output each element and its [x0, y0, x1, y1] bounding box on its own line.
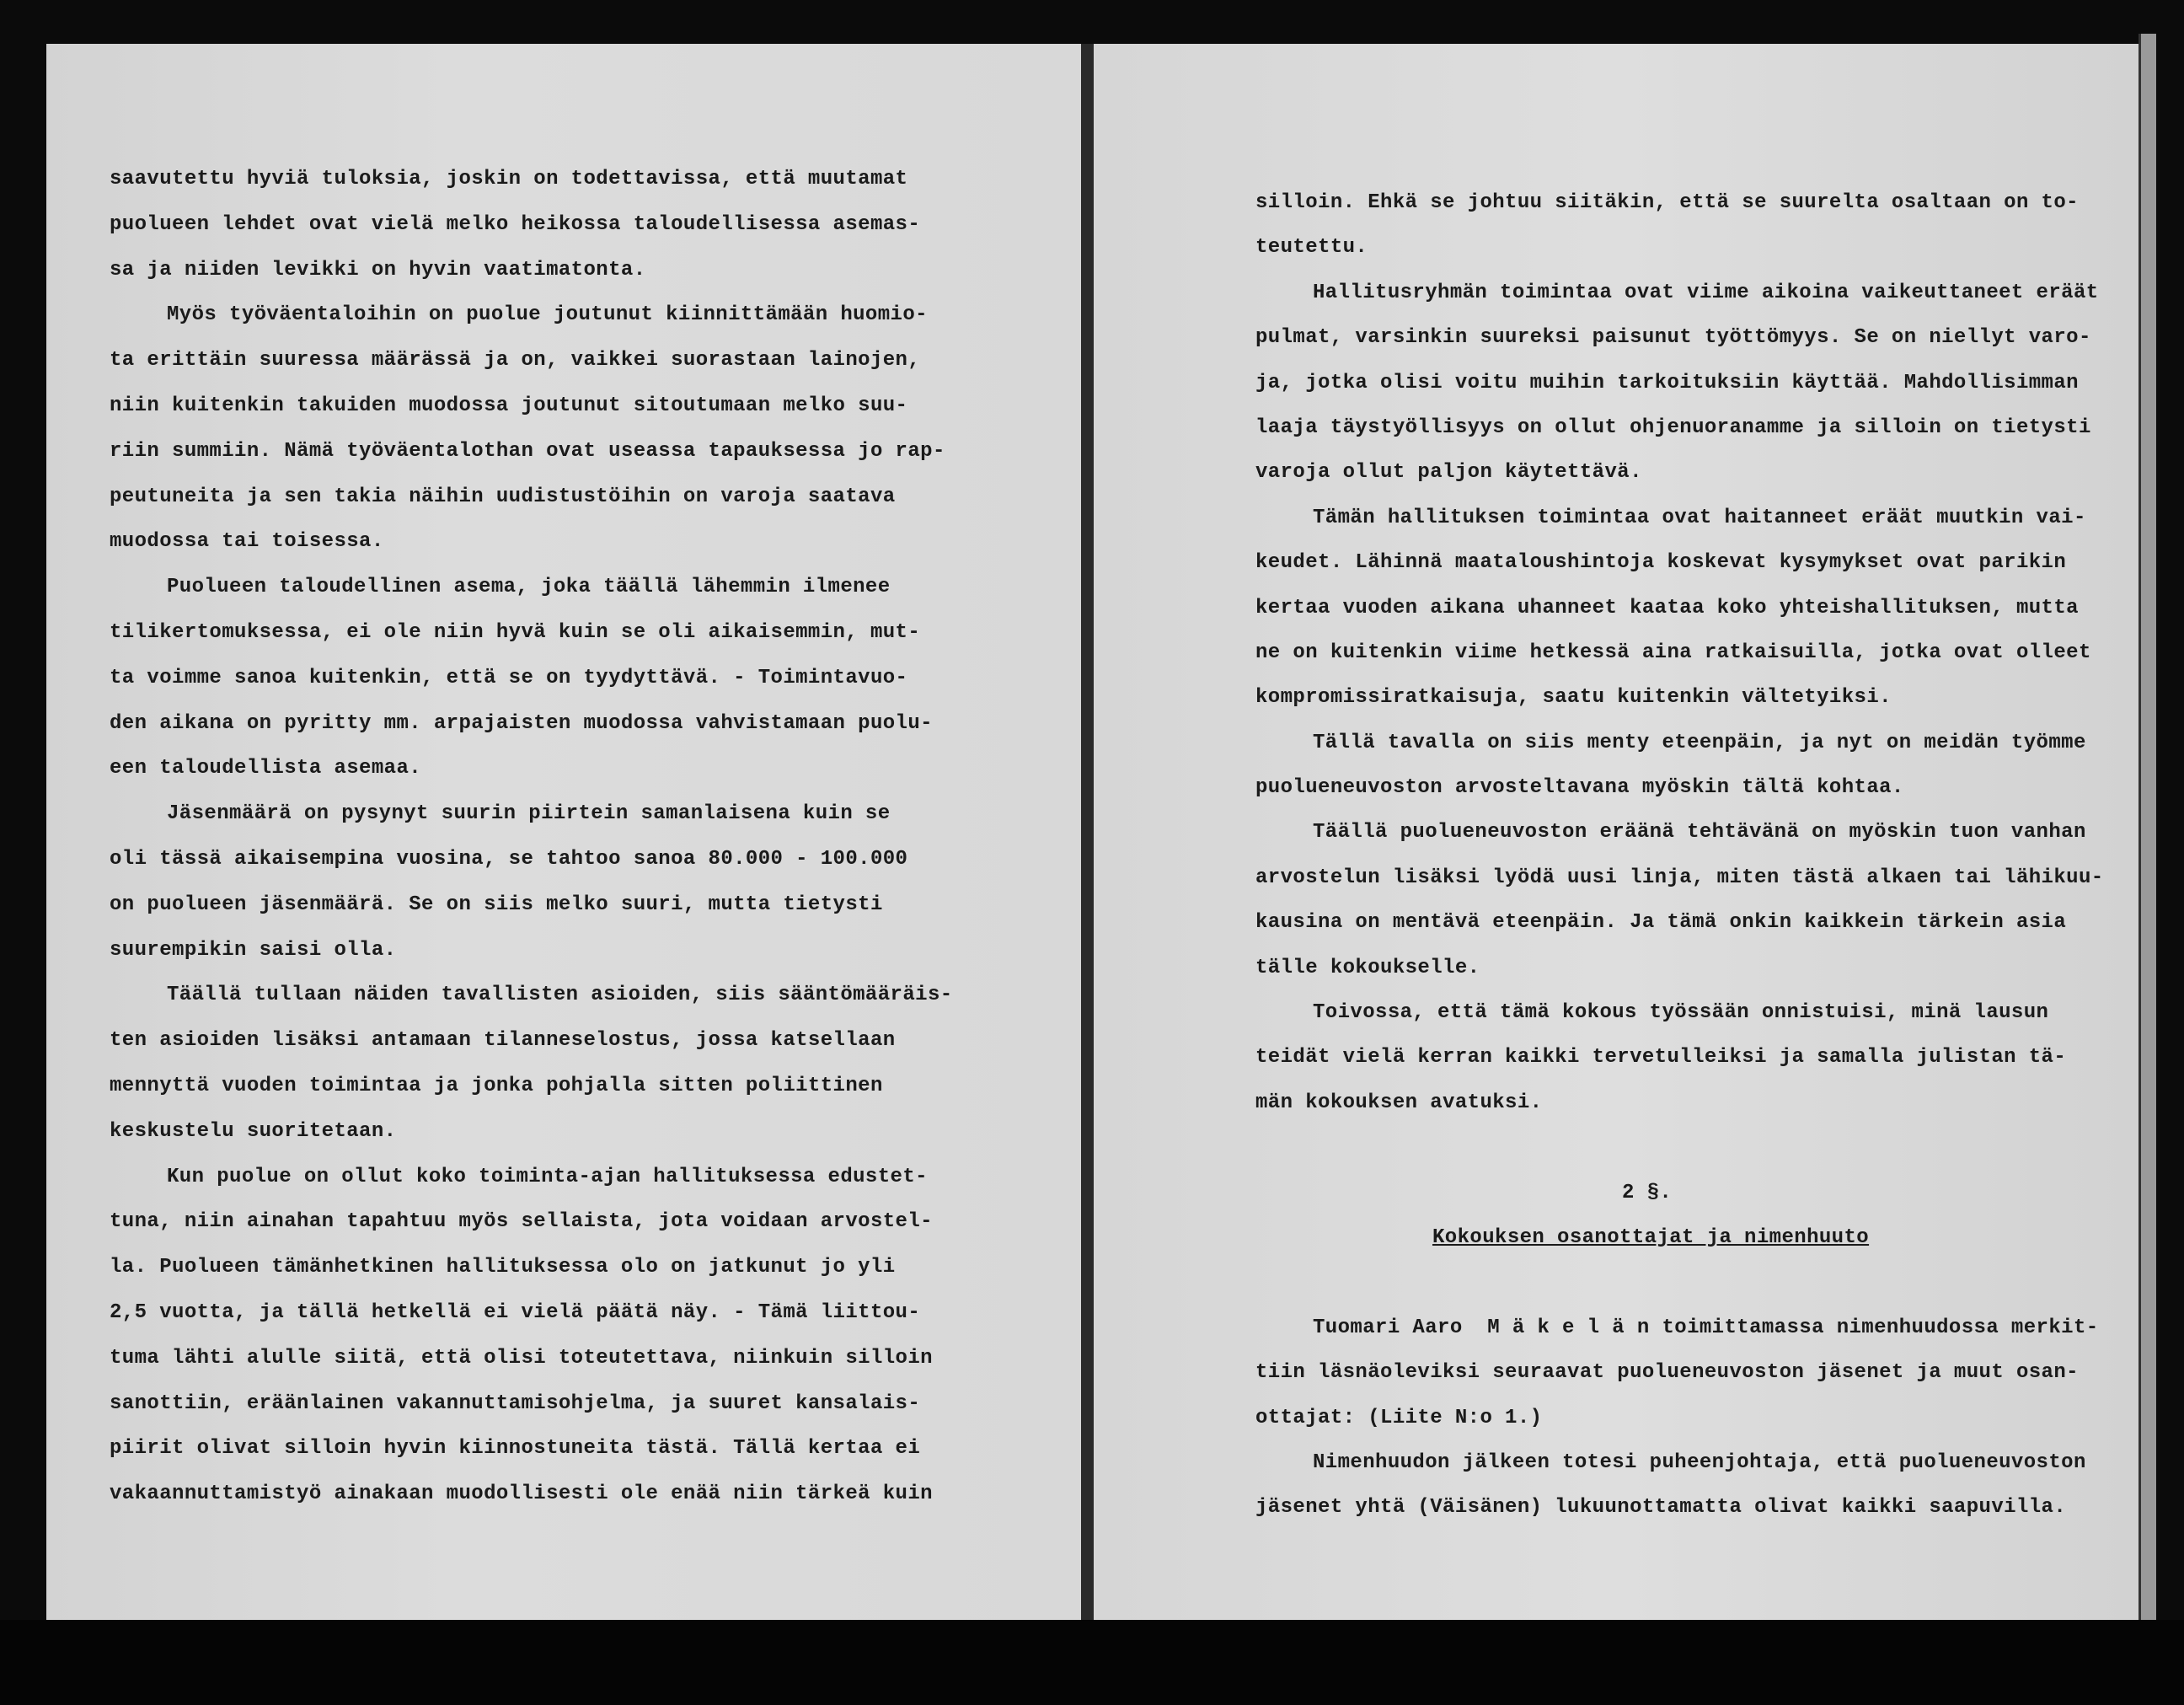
text-line: Myös työväentaloihin on puolue joutunut kiinnittämään huomio-	[167, 303, 928, 327]
text-line: Tämän hallituksen toimintaa ovat haitanneet eräät muutkin vai-	[1313, 506, 2086, 529]
text-line: Kun puolue on ollut koko toiminta-ajan hallituksessa edustet-	[167, 1165, 928, 1188]
text-line: den aikana on pyritty mm. arpajaisten muodossa vahvistamaan puolu-	[110, 711, 933, 735]
text-line: Puolueen taloudellinen asema, joka täällä lähemmin ilmenee	[167, 576, 891, 599]
text-line: een taloudellista asemaa.	[110, 757, 422, 780]
text-line: kertaa vuoden aikana uhanneet kaataa koko yhteishallituksen, mutta	[1255, 596, 2079, 619]
text-line: puolueen lehdet ovat vielä melko heikossa taloudellisessa asemas-	[110, 212, 921, 236]
text-line: keskustelu suoritetaan.	[110, 1119, 397, 1143]
text-line: sanottiin, eräänlainen vakannuttamisohjelma, ja suuret kansalais-	[110, 1391, 921, 1415]
text-line: tuna, niin ainahan tapahtuu myös sellaista, jota voidaan arvostel-	[110, 1210, 933, 1234]
text-line: tuma lähti alulle siitä, että olisi toteutettava, niinkuin silloin	[110, 1346, 933, 1370]
text-line: niin kuitenkin takuiden muodossa joutunut sitoutumaan melko suu-	[110, 394, 908, 417]
left-page-text	[110, 157, 961, 1517]
text-line: Toivossa, että tämä kokous työssään onnistuisi, minä lausun	[1313, 1001, 2049, 1025]
film-border	[0, 1620, 2184, 1705]
page-edge	[2138, 34, 2156, 1627]
text-line: puolueneuvoston arvosteltavana myöskin tältä kohtaa.	[1255, 776, 1904, 800]
text-line: saavutettu hyviä tuloksia, joskin on todettavissa, että muutamat	[110, 168, 908, 190]
text-line: vakaannuttamistyö ainakaan muodollisesti ole enää niin tärkeä kuin	[110, 1482, 933, 1506]
text-line: kompromissiratkaisuja, saatu kuitenkin vältetyiksi.	[1255, 686, 1892, 710]
text-line: muodossa tai toisessa.	[110, 530, 384, 554]
text-line: ja, jotka olisi voitu muihin tarkoituksiin käyttää. Mahdollisimman	[1255, 371, 2079, 394]
text-line: teidät vielä kerran kaikki tervetulleiksi ja samalla julistan tä-	[1255, 1046, 2067, 1070]
text-line: Hallitusryhmän toimintaa ovat viime aikoina vaikeuttaneet eräät	[1313, 281, 2099, 304]
text-line: mennyttä vuoden toimintaa ja jonka pohjalla sitten poliittinen	[110, 1074, 883, 1097]
text-line: Tuomari Aaro M ä k e l ä n toimittamassa nimenhuudossa merkit-	[1313, 1316, 2099, 1339]
text-line: la. Puolueen tämänhetkinen hallituksessa olo on jatkunut jo yli	[110, 1256, 896, 1279]
spacer	[1255, 1260, 2123, 1305]
section-number: 2 §.	[1622, 1181, 1673, 1204]
section-title: Kokouksen osanottajat ja nimenhuuto	[1432, 1225, 1870, 1249]
text-line: pulmat, varsinkin suureksi paisunut työttömyys. Se on niellyt varo-	[1255, 326, 2091, 350]
text-line: varoja ollut paljon käytettävä.	[1255, 461, 1642, 485]
text-line: laaja täystyöllisyys on ollut ohjenuoranamme ja silloin on tietysti	[1255, 416, 2091, 439]
text-line: teutettu.	[1255, 236, 1368, 260]
text-line: Täällä tullaan näiden tavallisten asioiden, siis sääntömääräis-	[167, 984, 953, 1007]
text-line: oli tässä aikaisempina vuosina, se tahtoo sanoa 80.000 - 100.000	[110, 847, 908, 871]
text-line: Tällä tavalla on siis menty eteenpäin, ja nyt on meidän työmme	[1313, 731, 2086, 754]
text-line: Jäsenmäärä on pysynyt suurin piirtein samanlaisena kuin se	[167, 802, 891, 826]
text-line: män kokouksen avatuksi.	[1255, 1091, 1543, 1114]
page-gutter	[1081, 44, 1094, 1620]
spacer	[1255, 1125, 2123, 1170]
text-line: silloin. Ehkä se johtuu siitäkin, että se suurelta osaltaan on to-	[1255, 191, 2079, 214]
text-line: arvostelun lisäksi lyödä uusi linja, miten tästä alkaen tai lähikuu-	[1255, 866, 2104, 889]
text-line: piirit olivat silloin hyvin kiinnostuneita tästä. Tällä kertaa ei	[110, 1437, 921, 1461]
text-line: tälle kokoukselle.	[1255, 956, 1480, 979]
right-page-text	[1255, 180, 2123, 1531]
text-line: keudet. Lähinnä maataloushintoja koskevat kysymykset ovat parikin	[1255, 551, 2067, 575]
text-line: peutuneita ja sen takia näihin uudistustöihin on varoja saatava	[110, 485, 896, 508]
text-line: ta voimme sanoa kuitenkin, että se on tyydyttävä. - Toimintavuo-	[110, 666, 908, 689]
text-line: on puolueen jäsenmäärä. Se on siis melko suuri, mutta tietysti	[110, 893, 883, 916]
text-line: ottajat: (Liite N:o 1.)	[1255, 1406, 1543, 1429]
text-line: ten asioiden lisäksi antamaan tilanneselostus, jossa katsellaan	[110, 1029, 896, 1053]
text-line: ne on kuitenkin viime hetkessä aina ratkaisuilla, jotka ovat olleet	[1255, 641, 2091, 664]
text-line: ta erittäin suuressa määrässä ja on, vaikkei suorastaan lainojen,	[110, 349, 921, 373]
text-line: sa ja niiden levikki on hyvin vaatimatonta.	[110, 258, 646, 281]
text-line: 2,5 vuotta, ja tällä hetkellä ei vielä päätä näy. - Tämä liittou-	[110, 1300, 921, 1324]
text-line: suurempikin saisi olla.	[110, 938, 397, 962]
text-line: Täällä puolueneuvoston eräänä tehtävänä on myöskin tuon vanhan	[1313, 821, 2086, 844]
text-line: riin summiin. Nämä työväentalothan ovat useassa tapauksessa jo rap-	[110, 439, 945, 463]
text-line: tiin läsnäoleviksi seuraavat puolueneuvoston jäsenet ja muut osan-	[1255, 1361, 2079, 1385]
text-line: jäsenet yhtä (Väisänen) lukuunottamatta olivat kaikki saapuvilla.	[1255, 1496, 2067, 1520]
text-line: tilikertomuksessa, ei ole niin hyvä kuin se oli aikaisemmin, mut-	[110, 620, 921, 644]
text-line: Nimenhuudon jälkeen totesi puheenjohtaja, että puolueneuvoston	[1313, 1450, 2086, 1474]
text-line: kausina on mentävä eteenpäin. Ja tämä onkin kaikkein tärkein asia	[1255, 911, 2067, 935]
